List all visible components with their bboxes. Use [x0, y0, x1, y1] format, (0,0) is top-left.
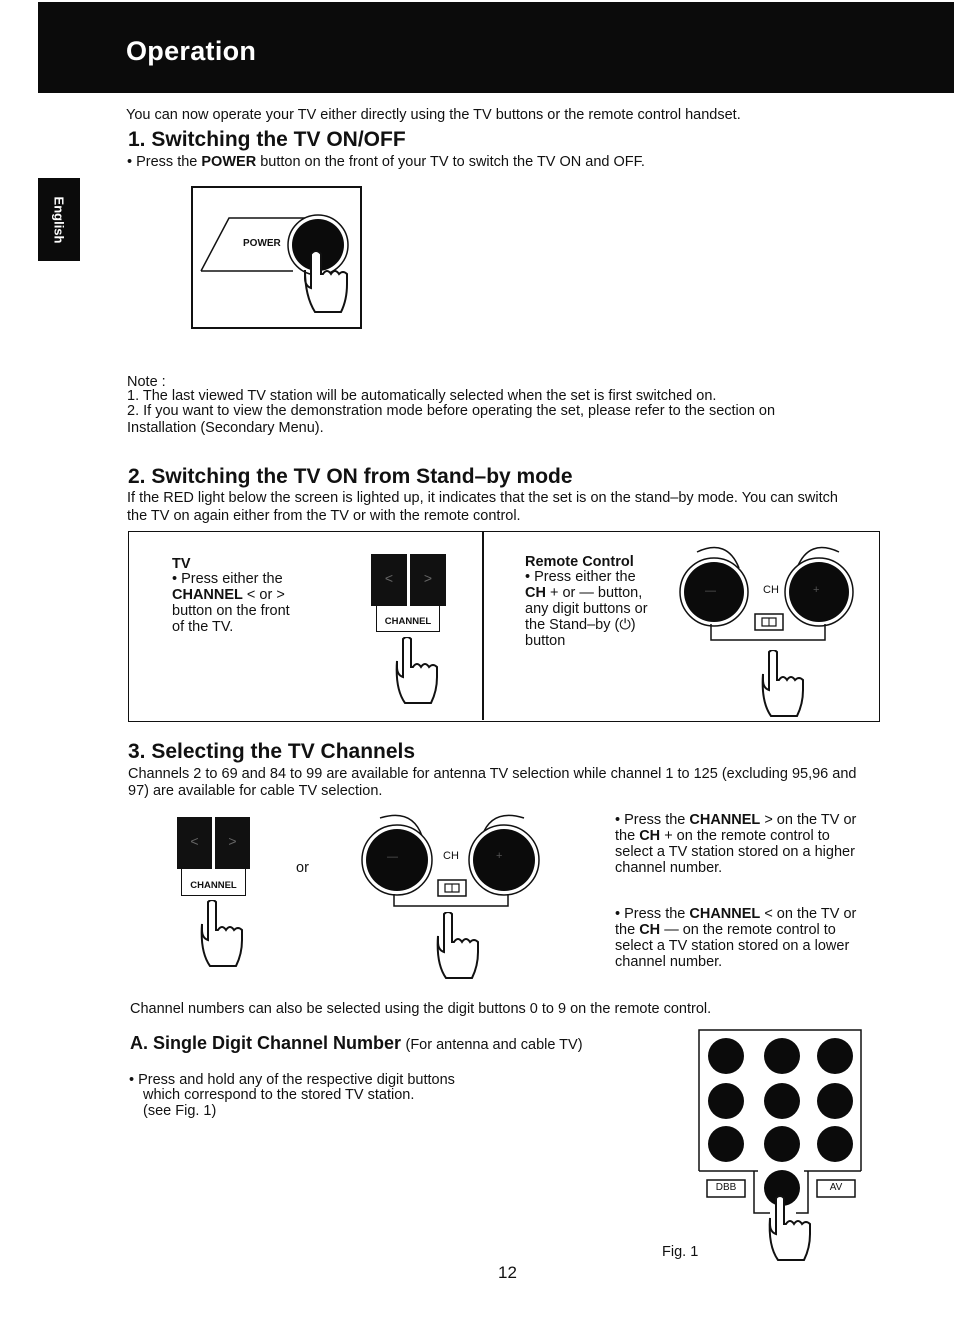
tv-heading: TV [172, 556, 191, 572]
remote-line5: button [525, 633, 566, 649]
section2-desc2: the TV on again either from the TV or with the remote control. [127, 508, 521, 524]
s3-channel-label-frame [181, 869, 246, 896]
s3-ch-label: CH [443, 850, 459, 862]
hand-icon [432, 912, 484, 982]
language-tab-label: English [51, 196, 67, 243]
tv-line2-rest: < or > [246, 587, 285, 603]
tv-line3: button on the front [172, 603, 290, 619]
intro-text: You can now operate your TV either directly using the TV buttons or the remote control handset. [126, 107, 741, 123]
tv-line2-bold: CHANNEL [172, 587, 243, 603]
s3-minus-glyph: — [387, 851, 398, 863]
remote-line3: any digit buttons or [525, 601, 648, 617]
higher-l1-bold: CHANNEL [689, 812, 761, 828]
higher-l3: select a TV station stored on a higher [615, 844, 855, 860]
tv-line2 [172, 587, 285, 603]
channel-up-button [410, 554, 446, 606]
lower-l1-bold: CHANNEL [689, 906, 761, 922]
lower-l3: select a TV station stored on a lower [615, 938, 850, 954]
power-figure-drawing [193, 188, 360, 327]
subsectionA-title: A. Single Digit Channel Number [130, 1033, 402, 1053]
hand-icon [770, 1196, 810, 1260]
standby-panel [128, 531, 880, 722]
fig-caption: Fig. 1 [662, 1244, 699, 1260]
subsectionA-title-suffix: (For antenna and cable TV) [405, 1037, 583, 1053]
section3-desc1: Channels 2 to 69 and 84 to 99 are available for antenna TV selection while channel 1 to 125 (excluding 95,96 and [128, 766, 857, 782]
s3-channel-down-button [177, 817, 212, 869]
subsectionA-title-row [130, 1033, 583, 1054]
channel-label: CHANNEL [384, 616, 432, 627]
note-line3: Installation (Secondary Menu). [127, 420, 324, 436]
keypad-figure [696, 1028, 866, 1268]
or-label: or [296, 860, 309, 876]
section1-bullet [127, 154, 645, 170]
section3-desc2: 97) are available for cable TV selection. [128, 783, 383, 799]
remote-ch-label: CH [763, 584, 779, 596]
panel-divider [482, 532, 484, 720]
higher-l2-post: + on the remote control to [664, 828, 830, 844]
note-heading: Note : [127, 374, 166, 390]
channel-label-frame [376, 606, 440, 632]
section1-bullet-bold: POWER [201, 154, 257, 170]
section2-desc1: If the RED light below the screen is lighted up, it indicates that the set is on the stand–by mode. You can switch [127, 490, 838, 506]
lower-l2-bold: CH [639, 922, 661, 938]
remote-line2-bold: CH [525, 585, 546, 601]
language-tab [38, 178, 80, 261]
s3-channel-down-glyph: < [190, 833, 199, 849]
section1-bullet-post: button on the front of your TV to switch the TV ON and OFF. [260, 154, 645, 170]
note-line2: 2. If you want to view the demonstration mode before operating the set, please refer to the section on [127, 403, 776, 419]
lower-l2 [615, 922, 836, 938]
higher-l4: channel number. [615, 860, 723, 876]
remote-minus-glyph: — [705, 585, 716, 597]
power-label: POWER [243, 238, 281, 249]
lower-l2-pre: the [615, 922, 636, 938]
channel-down-glyph: < [384, 570, 394, 586]
remote-plus-glyph: + [813, 584, 820, 596]
s3-ch-plus-button [473, 829, 535, 891]
s3-channel-up-button [215, 817, 250, 869]
remote-line2-rest: + or — button, [549, 585, 643, 601]
lower-l4: channel number. [615, 954, 723, 970]
lower-l1-post: < on the TV or [764, 906, 857, 922]
hand-icon [757, 650, 809, 720]
note-line1: 1. The last viewed TV station will be automatically selected when the set is first switched on. [127, 388, 717, 404]
s3-channel-up-glyph: > [228, 833, 237, 849]
power-figure [191, 186, 362, 329]
subsectionA-l2: which correspond to the stored TV station. [143, 1087, 415, 1103]
hand-icon [196, 900, 248, 970]
higher-l2-pre: the [615, 828, 636, 844]
tv-line4: of the TV. [172, 619, 234, 635]
section2-title: 2. Switching the TV ON from Stand–by mode [128, 465, 573, 488]
section1-bullet-pre: • Press the [127, 154, 198, 170]
channel-down-button [371, 554, 407, 606]
lower-l1-pre: • Press the [615, 906, 686, 922]
s3-remote-ch-buttons [360, 814, 545, 914]
remote-line4: the Stand–by (⏻) [525, 617, 636, 633]
higher-l2-bold: CH [639, 828, 661, 844]
subsectionA-l1: • Press and hold any of the respective digit buttons [129, 1072, 455, 1088]
av-label: AV [829, 1182, 843, 1193]
higher-l1-post: > on the TV or [764, 812, 857, 828]
remote-line2 [525, 585, 642, 601]
lower-l1 [615, 906, 856, 922]
channel-up-glyph: > [423, 570, 433, 586]
tv-line1: • Press either the [172, 571, 283, 587]
s3-channel-label: CHANNEL [190, 880, 237, 891]
higher-l2 [615, 828, 830, 844]
dbb-label: DBB [715, 1182, 737, 1193]
lower-l2-post: — on the remote control to [664, 922, 836, 938]
remote-heading: Remote Control [525, 554, 634, 570]
digit-note: Channel numbers can also be selected using the digit buttons 0 to 9 on the remote control. [130, 1001, 712, 1017]
tv-channel-buttons [371, 554, 446, 634]
page-number: 12 [498, 1263, 517, 1282]
remote-line1: • Press either the [525, 569, 636, 585]
section1-title: 1. Switching the TV ON/OFF [128, 128, 406, 151]
page-title: Operation [126, 36, 257, 66]
subsectionA-l3: (see Fig. 1) [143, 1103, 217, 1119]
hand-icon [391, 637, 443, 707]
s3-plus-glyph: + [496, 850, 503, 862]
section3-title: 3. Selecting the TV Channels [128, 740, 416, 763]
higher-l1-pre: • Press the [615, 812, 686, 828]
s3-tv-channel-buttons [177, 817, 252, 897]
higher-l1 [615, 812, 856, 828]
